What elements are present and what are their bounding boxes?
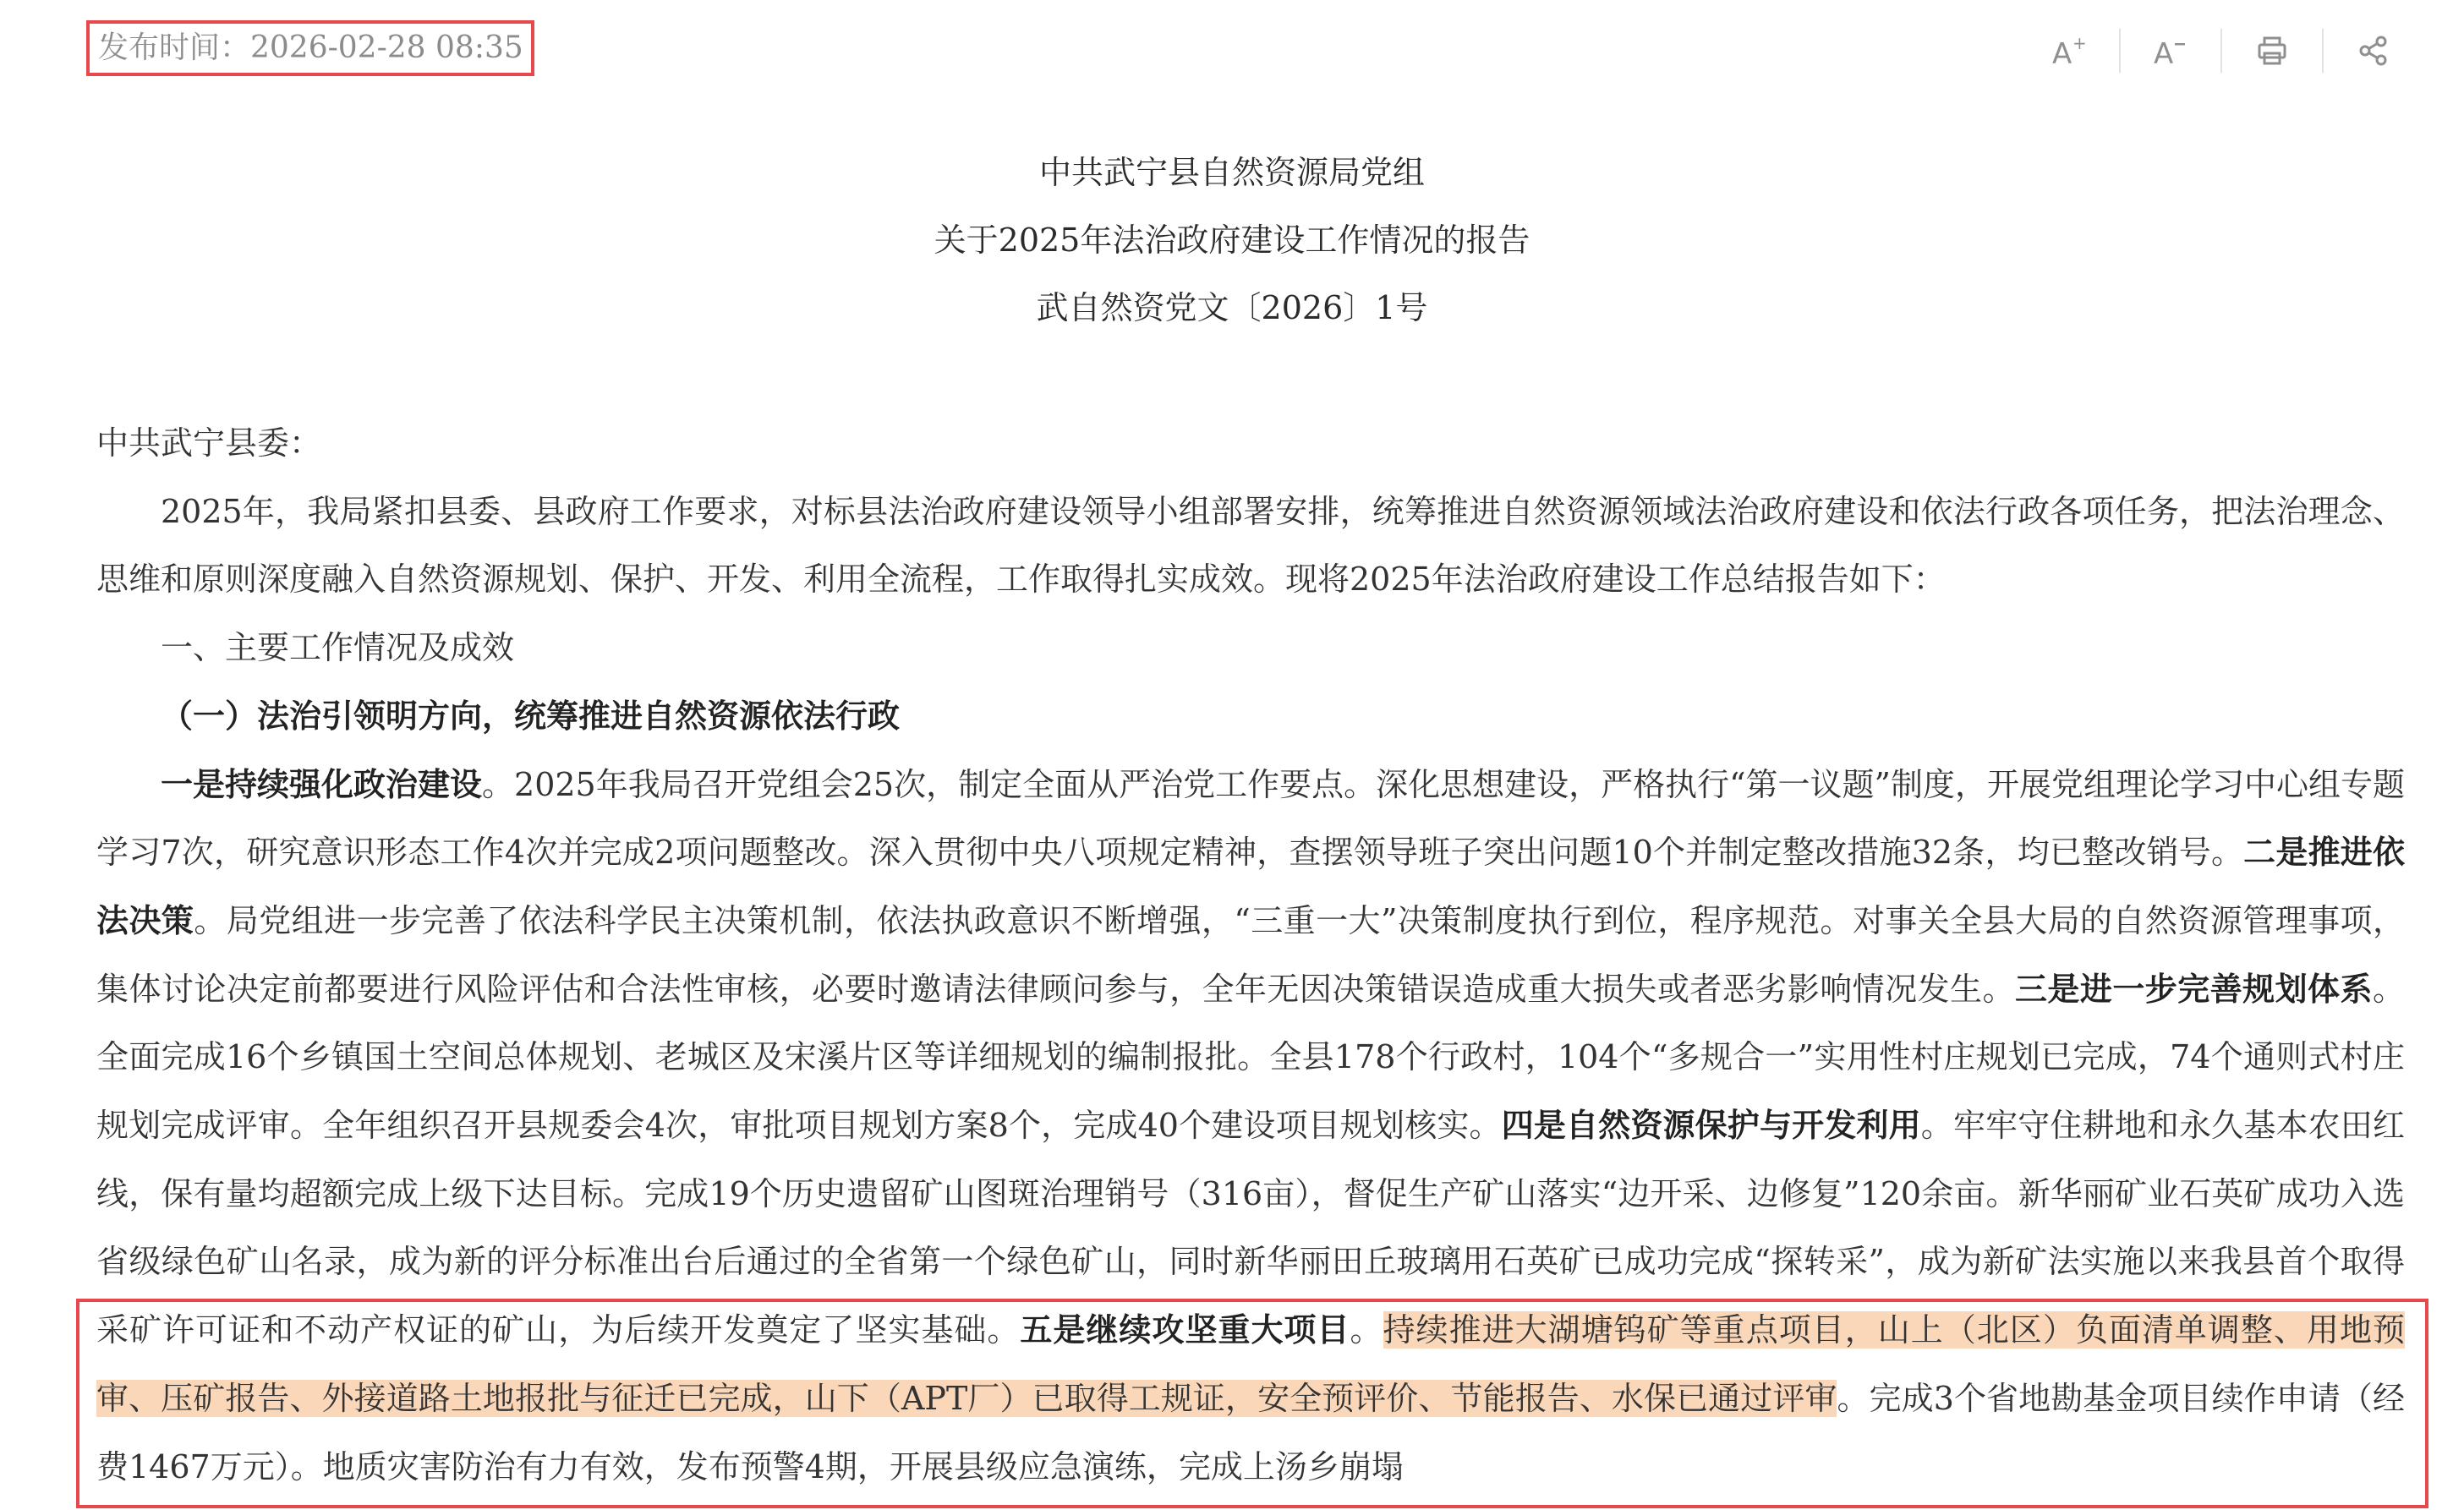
- print-icon: [2255, 34, 2289, 68]
- item-text-1: 。2025年我局召开党组会25次，制定全面从严治党工作要点。深化思想建设，严格执行“第一议题”制度，开展党组理论学习中心组专题学习7次，研究意识形态工作4次并完成2项问题整改。深入贯彻中央八项规定精神，查摆领导班子突出问题10个并制定整改措施32条，均已整改销号。: [96, 765, 2405, 872]
- svg-text:+: +: [2072, 34, 2087, 53]
- salutation: 中共武宁县委：: [96, 424, 322, 462]
- share-icon: [2357, 34, 2390, 68]
- publish-time: 发布时间：2026-02-28 08:35: [98, 30, 523, 65]
- item-text-5a: 。: [1350, 1311, 1383, 1349]
- highlight-box-publish-time: [86, 20, 534, 76]
- highlighted-text: 持续推进大湖塘钨矿等重点项目，山上（北区）负面清单调整、用地预审、压矿报告、外接道路土地报批与征迁已完成，山下（APT厂）已取得工规证，安全预评价、节能报告、水保已通过评审: [96, 1311, 2405, 1417]
- svg-text:A: A: [2052, 37, 2072, 68]
- intro-paragraph: 2025年，我局紧扣县委、县政府工作要求，对标县法治政府建设领导小组部署安排，统筹推进自然资源领域法治政府建设和依法行政各项任务，把法治理念、思维和原则深度融入自然资源规划、保护、开发、利用全流程，工作取得扎实成效。现将2025年法治政府建设工作总结报告如下：: [96, 492, 2405, 599]
- doc-heading-title: 关于2025年法治政府建设工作情况的报告: [934, 222, 1530, 259]
- svg-text:A: A: [2154, 37, 2174, 68]
- font-decrease-button[interactable]: [2121, 24, 2220, 78]
- item-text-4: 。牢牢守住耕地和永久基本农田红线，保有量均超额完成上级下达目标。完成19个历史遗留矿山图斑治理销号（316亩），督促生产矿山落实“边开采、边修复”120余亩。新华丽矿业石英矿成功入选省级绿色矿山名录，成为新的评分标准出台后通过的全省第一个绿色矿山，同时新华丽田丘玻璃用石英矿已成功完成“探转采”，成为新矿法实施以来我县首个取得采矿许可证和不动产权证的矿山，为后续开发奠定了坚实基础。: [96, 1107, 2405, 1349]
- item-title-4: 四是自然资源保护与开发利用: [1501, 1106, 1921, 1145]
- item-text-2: 。局党组进一步完善了依法科学民主决策机制，依法执政意识不断增强，“三重一大”决策制度执行到位，程序规范。对事关全县大局的自然资源管理事项，集体讨论决定前都要进行风险评估和合法性审核，必要时邀请法律顾问参与，全年无因决策错误造成重大损失或者恶劣影响情况发生。: [96, 901, 2405, 1008]
- font-increase-icon: [2051, 34, 2088, 68]
- print-button[interactable]: [2222, 24, 2322, 78]
- doc-heading-org: 中共武宁县自然资源局党组: [1038, 154, 1425, 191]
- item-title-2: 二是推进依法决策: [96, 833, 2405, 939]
- section-title: 一、主要工作情况及成效: [161, 629, 515, 667]
- item-title-5: 五是继续攻坚重大项目: [1020, 1310, 1350, 1349]
- article-toolbar: [2019, 24, 2423, 78]
- item-title-3: 三是进一步完善规划体系: [2014, 969, 2373, 1008]
- share-button[interactable]: [2324, 24, 2423, 78]
- font-decrease-icon: [2152, 34, 2189, 68]
- doc-number: 武自然资党文〔2026〕1号: [1036, 289, 1428, 326]
- article-body: [96, 409, 2405, 1501]
- work-items-paragraph: [96, 751, 2405, 1502]
- subsection-title: （一）法治引领明方向，统筹推进自然资源依法行政: [161, 696, 901, 735]
- item-text-3: 。全面完成16个乡镇国土空间总体规划、老城区及宋溪片区等详细规划的编制报批。全县178个行政村，104个“多规合一”实用性村庄规划已完成，74个通则式村庄规划完成评审。全年组织召开县规委会4次，审批项目规划方案8个，完成40个建设项目规划核实。: [96, 970, 2405, 1145]
- item-text-5b: 。完成3个省地勘基金项目续作申请（经费1467万元）。地质灾害防治有力有效，发布预警4期，开展县级应急演练，完成上汤乡崩塌: [96, 1379, 2405, 1485]
- item-title-1: 一是持续强化政治建设: [161, 764, 483, 803]
- font-increase-button[interactable]: [2019, 24, 2119, 78]
